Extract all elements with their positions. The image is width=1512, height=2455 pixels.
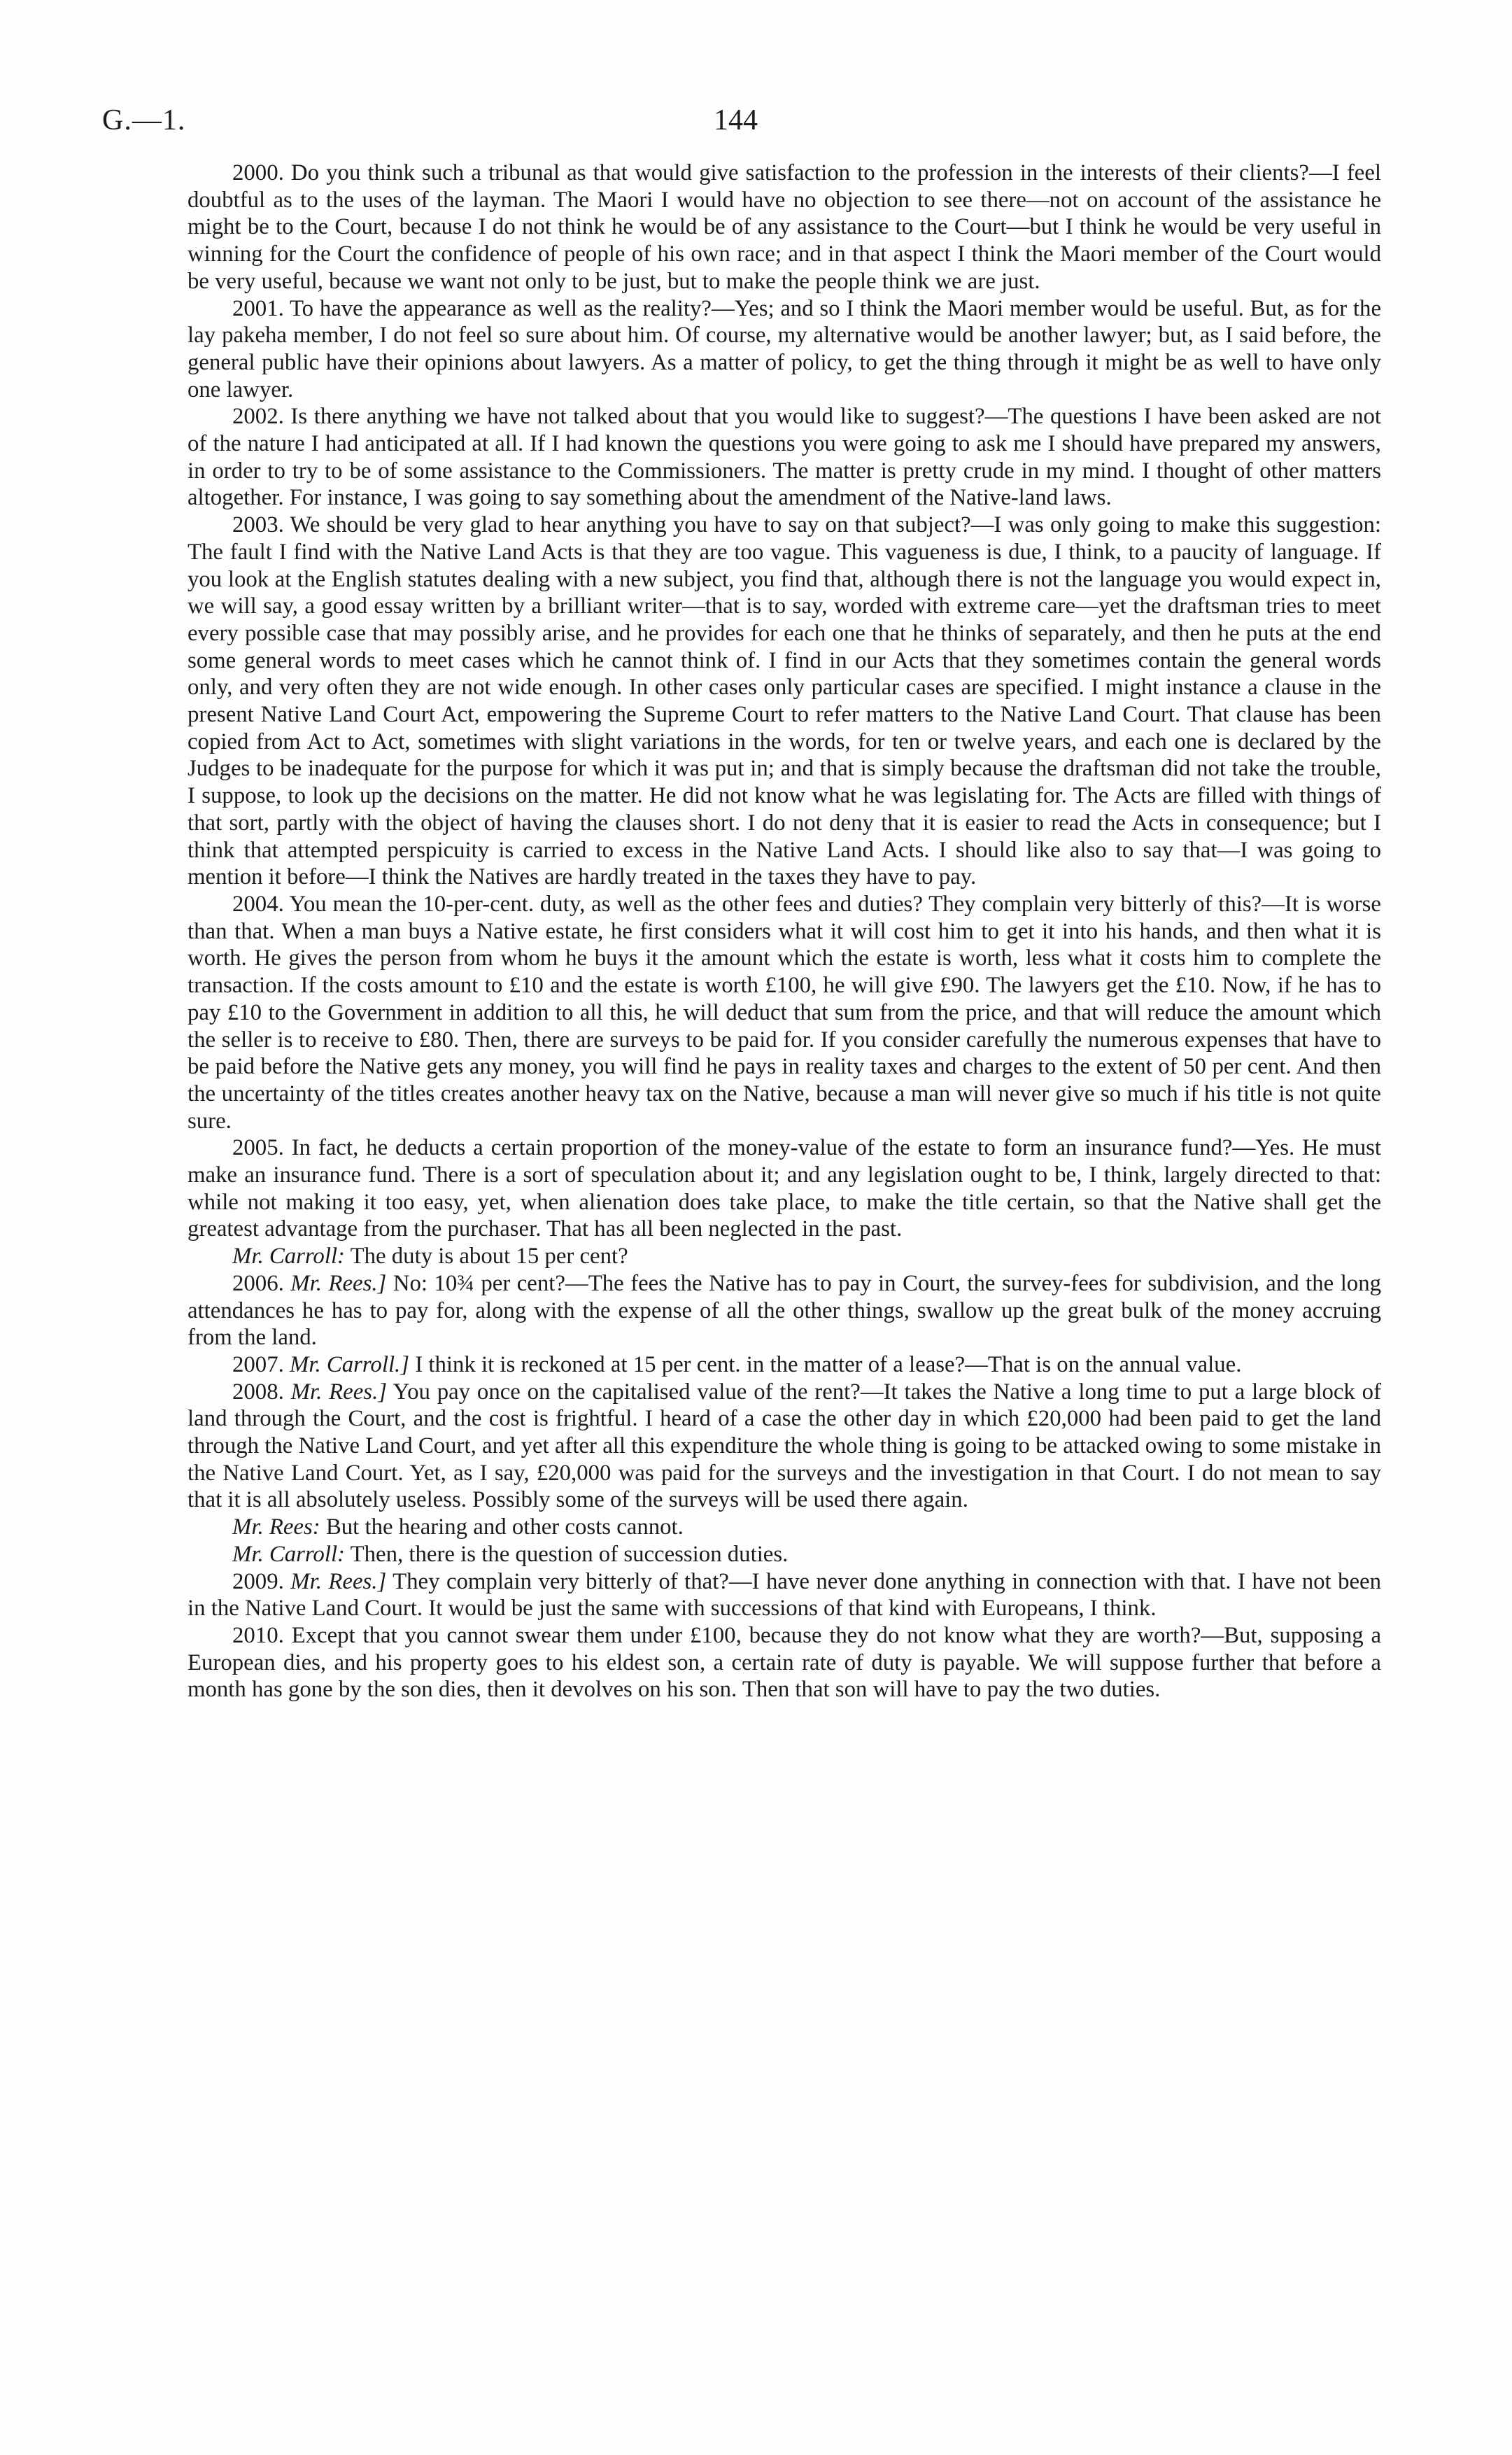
speaker-name: Mr. Carroll: [232,1244,345,1269]
paragraph-2010 [188,1622,1381,1703]
paragraph-text: I think it is reckoned at 15 per cent. in the matter of a lease?—That is on the annual value. [415,1351,1242,1377]
page-number: 144 [714,104,758,136]
paragraph-text: The duty is about 15 per cent? [350,1244,628,1269]
paragraph-2009 [188,1568,1381,1622]
paragraph-text: 2003. We should be very glad to hear anything you have to say on that subject?—I was only going to make this suggestion: The fault I find with the Native Land Acts is that they are too vague. This vagueness is due, I think, to a paucity of language. If you look at the English statutes dealing with a new subject, you find that, although there is not the language you would expect in, we will say, a good essay written by a brilliant writer—that is to say, worded with extreme care—yet the draftsman tries to meet every possible case that may possibly arise, and he provides for each one that he thinks of separately, and then he puts at the end some general words to meet cases which he cannot think of. I find in our Acts that they sometimes contain the general words only, and very often they are not wide enough. In other cases only particular cases are specified. I might instance a clause in the present Native Land Court Act, empowering the Supreme Court to refer matters to the Native Land Court. That clause has been copied from Act to Act, sometimes with slight variations in the words, for ten or twelve years, and each one is declared by the Judges to be inadequate for the purpose for which it was put in; and that is simply because the draftsman did not take the trouble, I suppose, to look up the decisions on the matter. He did not know what he was legislating for. The Acts are filled with things of that sort, partly with the object of having the clauses short. I do not deny that it is easier to read the Acts in consequence; but I think that attempted perspicuity is carried to excess in the Native Land Acts. I should like also to say that—I was going to mention it before—I think the Natives are hardly treated in the taxes they have to pay. [188,512,1381,890]
paragraph-2002 [188,403,1381,512]
question-number: 2008. [232,1379,284,1405]
document-reference: G.—1. [102,104,186,136]
paragraph-2007 [188,1351,1381,1379]
document-body [188,160,1381,1703]
paragraph-text: But the hearing and other costs cannot. [325,1514,684,1540]
speaker-name: Mr. Carroll.] [290,1351,410,1377]
question-number: 2007. [232,1351,284,1377]
speaker-name: Mr. Rees.] [290,1568,387,1594]
paragraph-2003 [188,512,1381,891]
paragraph-carroll-remark [188,1243,1381,1270]
question-number: 2006. [232,1270,284,1296]
paragraph-2005 [188,1134,1381,1243]
paragraph-text: 2010. Except that you cannot swear them under £100, because they do not know what they are worth?—But, supposing a European dies, and his property goes to his eldest son, a certain rate of duty is payable. We will suppose further that before a month has gone by the son dies, then it devolves on his son. Then that son will have to pay the two duties. [188,1622,1381,1703]
speaker-name: Mr. Rees.] [290,1270,387,1296]
paragraph-rees-remark [188,1514,1381,1541]
paragraph-text: No: 10¾ per cent?—The fees the Native has to pay in Court, the survey-fees for subdivision, and the long attendances he has to pay for, along with the expense of all the other things, swallow up the great bulk of the money accruing from the land. [188,1270,1382,1351]
paragraph-text: 2000. Do you think such a tribunal as that would give satisfaction to the profession in the interests of their clients?—I feel doubtful as to the uses of the layman. The Maori I would have no objection to see there—not on account of the assistance he might be to the Court, because I do not think he would be of any assistance to the Court—but I think he would be very useful in winning for the Court the confidence of people of his own race; and in that aspect I think the Maori member of the Court would be very useful, because we want not only to be just, but to make the people think we are just. [188,160,1381,294]
paragraph-2008 [188,1379,1381,1514]
paragraph-text: Then, there is the question of succession duties. [350,1541,789,1567]
paragraph-2001 [188,295,1381,404]
paragraph-text: They complain very bitterly of that?—I have never done anything in connection with that. I have not been in the Native Land Court. It would be just the same with successions of that kind with Europeans, I think. [188,1568,1382,1622]
paragraph-text: You pay once on the capitalised value of the rent?—It takes the Native a long time to put a large block of land through the Court, and the cost is frightful. I heard of a case the other day in which £20,000 had been paid to get the land through the Native Land Court, and yet after all this expenditure the whole thing is going to be attacked owing to some mistake in the Native Land Court. Yet, as I say, £20,000 was paid for the surveys and the investigation in that Court. I do not mean to say that it is all absolutely useless. Possibly some of the surveys will be used there again. [188,1379,1381,1513]
paragraph-text: 2002. Is there anything we have not talked about that you would like to suggest?—The questions I have been asked are not of the nature I had anticipated at all. If I had known the questions you were going to ask me I should have prepared my answers, in order to try to be of some assistance to the Commissioners. The matter is pretty crude in my mind. I thought of other matters altogether. For instance, I was going to say something about the amendment of the Native-land laws. [188,404,1381,511]
speaker-name: Mr. Rees.] [290,1379,388,1405]
speaker-name: Mr. Rees: [232,1514,320,1540]
paragraph-text: 2005. In fact, he deducts a certain proportion of the money-value of the estate to form an insurance fund?—Yes. He must make an insurance fund. There is a sort of speculation about it; and any legislation ought to be, I think, largely directed to that: while not making it too easy, yet, when alienation does take place, to make the title certain, so that the Native shall get the greatest advantage from the purchaser. That has all been neglected in the past. [188,1135,1381,1242]
paragraph-2004 [188,891,1381,1134]
paragraph-carroll-remark-2 [188,1541,1381,1568]
paragraph-2006 [188,1270,1381,1351]
paragraph-2000 [188,160,1381,295]
paragraph-text: 2001. To have the appearance as well as the reality?—Yes; and so I think the Maori member would be useful. But, as for the lay pakeha member, I do not feel so sure about him. Of course, my alternative would be another lawyer; but, as I said before, the general public have their opinions about lawyers. As a matter of policy, to get the thing through it might be as well to have only one lawyer. [188,295,1381,402]
question-number: 2009. [232,1568,284,1594]
speaker-name: Mr. Carroll: [232,1541,345,1567]
paragraph-text: 2004. You mean the 10-per-cent. duty, as well as the other fees and duties? They complain very bitterly of this?—It is worse than that. When a man buys a Native estate, he first considers what it will cost him to get it into his hands, and then what it is worth. He gives the person from whom he buys it the amount which the estate is worth, less what it costs him to complete the transaction. If the costs amount to £10 and the estate is worth £100, he will give £90. The lawyers get the £10. Now, if he has to pay £10 to the Government in addition to all this, he will deduct that sum from the price, and that will reduce the amount which the seller is to receive to £80. Then, there are surveys to be paid for. If you consider carefully the numerous expenses that have to be paid before the Native gets any money, you will find he pays in reality taxes and charges to the extent of 50 per cent. And then the uncertainty of the titles creates another heavy tax on the Native, because a man will never give so much if his title is not quite sure. [188,891,1381,1134]
